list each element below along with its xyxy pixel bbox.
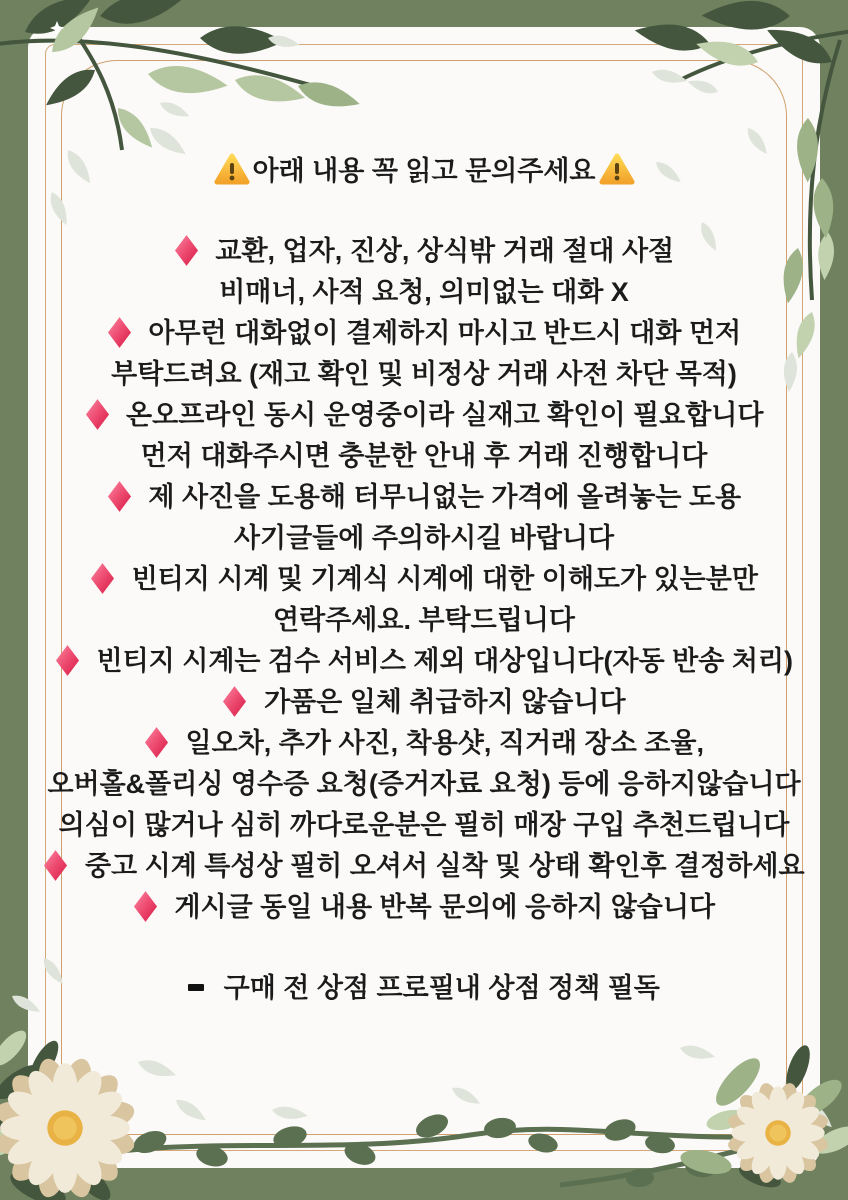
notice-line — [0, 968, 848, 1009]
red-diamond-bullet-icon — [90, 562, 115, 595]
notice-line-text: 사기글들에 주의하시길 바랍니다 — [233, 523, 615, 553]
notice-line — [0, 395, 848, 436]
notice-line — [0, 846, 848, 887]
red-diamond-bullet-icon — [55, 644, 80, 677]
notice-line-text: 교환, 업자, 진상, 상식밖 거래 절대 사절 — [215, 236, 675, 266]
notice-line — [0, 764, 848, 805]
notice-line-text: 구매 전 상점 프로필내 상점 정책 필독 — [223, 973, 660, 1003]
notice-line-text: 온오프라인 동시 운영중이라 실재고 확인이 필요합니다 — [126, 400, 764, 430]
red-diamond-bullet-icon — [174, 234, 199, 267]
notice-line-text: 의심이 많거나 심히 까다로운분은 필히 매장 구입 추천드립니다 — [58, 810, 790, 840]
red-diamond-bullet-icon — [107, 480, 132, 513]
notice-line — [0, 436, 848, 477]
notice-line — [0, 477, 848, 518]
red-diamond-bullet-icon — [107, 316, 132, 349]
notice-line — [0, 723, 848, 764]
notice-line-list — [0, 231, 848, 1009]
warning-icon — [214, 153, 250, 186]
notice-line-text: 빈티지 시계 및 기계식 시계에 대한 이해도가 있는분만 — [131, 564, 758, 594]
red-diamond-bullet-icon — [144, 726, 169, 759]
notice-line-text: 부탁드려요 (재고 확인 및 비정상 거래 사전 차단 목적) — [111, 359, 737, 389]
notice-line-text: 연락주세요. 부탁드립니다 — [273, 605, 575, 635]
notice-line-text: 일오차, 추가 사진, 착용샷, 직거래 장소 조율, — [185, 728, 704, 758]
dash-bullet-icon — [188, 984, 204, 991]
notice-line-text: 중고 시계 특성상 필히 오셔서 실착 및 상태 확인후 결정하세요 — [84, 851, 805, 881]
red-diamond-bullet-icon — [85, 398, 110, 431]
notice-content — [0, 151, 848, 1009]
page-title: 아래 내용 꼭 읽고 문의주세요 — [252, 156, 596, 186]
notice-line-text: 제 사진을 도용해 터무니없는 가격에 올려놓는 도용 — [148, 482, 742, 512]
notice-line — [0, 600, 848, 641]
red-diamond-bullet-icon — [222, 685, 247, 718]
notice-line-text: 게시글 동일 내용 반복 문의에 응하지 않습니다 — [174, 892, 716, 922]
notice-line — [0, 805, 848, 846]
notice-line — [0, 641, 848, 682]
notice-line — [0, 272, 848, 313]
notice-line-text: 비매너, 사적 요청, 의미없는 대화 X — [219, 277, 629, 307]
notice-line — [0, 682, 848, 723]
warning-icon — [599, 153, 635, 186]
red-diamond-bullet-icon — [43, 849, 68, 882]
notice-line-text: 먼저 대화주시면 충분한 안내 후 거래 진행합니다 — [140, 441, 708, 471]
notice-line — [0, 231, 848, 272]
red-diamond-bullet-icon — [133, 890, 158, 923]
notice-line — [0, 518, 848, 559]
notice-line — [0, 559, 848, 600]
notice-line-text: 빈티지 시계는 검수 서비스 제외 대상입니다(자동 반송 처리) — [96, 646, 793, 676]
notice-line-text: 아무런 대화없이 결제하지 마시고 반드시 대화 먼저 — [148, 318, 742, 348]
notice-line-text: 가품은 일체 취급하지 않습니다 — [263, 687, 626, 717]
notice-line — [0, 313, 848, 354]
notice-line — [0, 354, 848, 395]
notice-line — [0, 887, 848, 928]
notice-title-row — [0, 151, 848, 192]
notice-line-text: 오버홀&폴리싱 영수증 요청(증거자료 요청) 등에 응하지않습니다 — [47, 769, 801, 799]
